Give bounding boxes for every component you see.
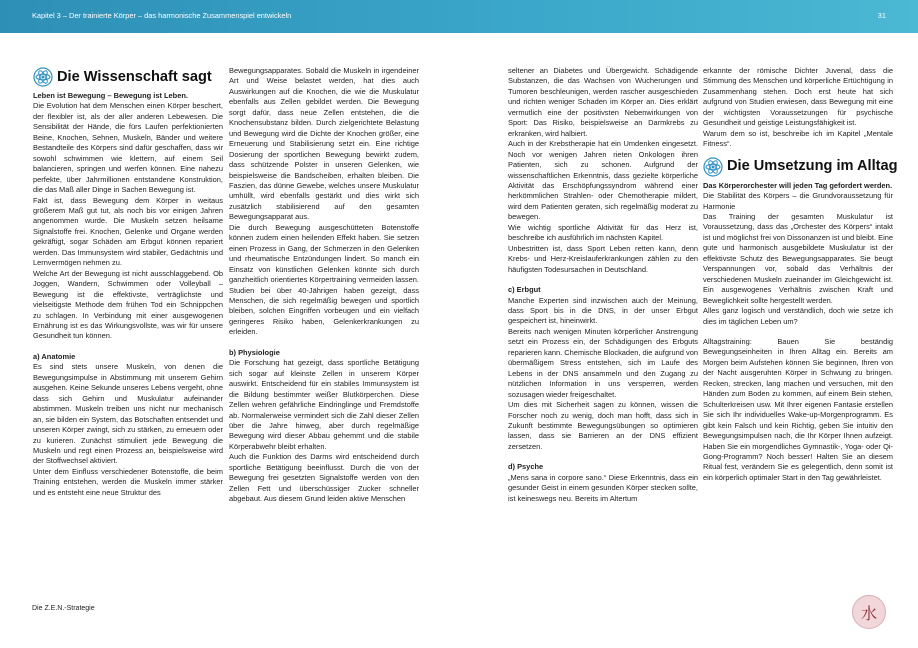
subheading-physiology: b) Physiologie xyxy=(229,347,280,357)
section-title: Die Wissenschaft sagt xyxy=(57,68,212,85)
section-heading-daily xyxy=(703,156,898,178)
paragraph: Die durch Bewegung ausgeschütteten Botenstoffe können zudem einen heilenden Effekt haben. Sie setzen einen Prozess in Gang, der Schmerzen in den Gelenken und rheumatische Entzündungen lindert. So manch ein Einsatz von künstlichen Gelenken könnte sich durch ganzheitlich orientiertes Körpertraining vermeiden lassen. Studien bei über 40-Jährigen haben gezeigt, dass Menschen, die sich regelmäßig bewegen und sportlich bleiben, solchen Eingriffen vorbeugen und ein vielfach geringeres Risiko haben, Gelenkerkrankungen zu erleiden. xyxy=(229,222,419,337)
paragraph: Das Training der gesamten Muskulatur ist Voraussetzung, dass das „Orchester des Körpers“ intakt ist und möglichst frei von Dissonanzen ist und bleibt. Eine gute und harmonisch ausgebildete Muskulatur ist der effektivste Schutz des Bewegungsapparates. Sie beugt Verspannungen vor, sobald das Verhältnis der verschiedenen Muskeln zueinander im Gleichgewicht ist. Ein ausgewogenes Verhältnis zwischen Kraft und Beweglichkeit sollte hergestellt werden. xyxy=(703,211,893,305)
paragraph: erkannte der römische Dichter Juvenal, dass die Stimmung des Menschen und körperliche Ertüchtigung in Zusammenhang stehen. Doch erst heute hat sich aufgrund von Studien erwiesen, dass Bewegung mit eine der wichtigsten Voraussetzungen für psychische Gesundheit und geistige Leistungsfähigkeit ist. xyxy=(703,66,893,128)
text-column-3 xyxy=(508,66,698,504)
paragraph: Manche Experten sind inzwischen auch der Meinung, dass Sport bis in die DNS, in der unser Erbgut gespeichert ist, hineinwirkt. xyxy=(508,295,698,326)
paragraph: Die Evolution hat dem Menschen einen Körper beschert, der flexibler ist, als der aller anderen Lebewesen. Die Sensibilität der Hände, die fürs Laufen perfektionierten Beine, Knochen, Sehnen, Muskeln, Bänder und weitere Bestandteile des Körpers sind dafür geschaffen, dass wir sowohl schwimmen wie klettern, auf einem Seil balancieren, springen und werfen können. Eine nahezu perfekte, über Jahrmillionen entstandene Konstruktion, die das Maß aller Dinge in Sachen Bewegung ist. xyxy=(33,101,223,195)
lead-sentence: Das Körperorchester will jeden Tag gefordert werden. xyxy=(703,180,893,190)
paragraph: Die Stabilität des Körpers – die Grundvoraussetzung für Harmonie xyxy=(703,191,893,211)
section-heading-science xyxy=(33,66,223,88)
footer-title: Die Z.E.N.-Strategie xyxy=(32,605,95,612)
paragraph: Fakt ist, dass Bewegung dem Körper in weitaus größerem Maß gut tut, als noch bis vor einigen Jahren angenommen wurde. Die Muskeln setzen heilsame Signalstoffe frei. Knochen, Gelenke und Organe werden gekräftigt, sogar Schäden am Erbgut können repariert werden. Das Immunsystem wird stabiler, Gedächtnis und Lernvermögen nehmen zu. xyxy=(33,195,223,268)
paragraph: Welche Art der Bewegung ist nicht ausschlaggebend. Ob Joggen, Wandern, Schwimmen oder Volleyball – Bewegung ist die effektivste, verträglichste und vielseitigste Methode dem frühen Tod ein Schnippchen zu schlagen. In Verbindung mit einer ausgewogenen Ernährung ist es das Wirkungsvollste, was wir für unsere Gesundheit tun können. xyxy=(33,268,223,341)
paragraph: Unbestritten ist, dass Sport Leben retten kann, denn Krebs- und Herz-Kreislauferkrankungen zählen zu den häufigsten Todesursachen in Deutschland. xyxy=(508,243,698,274)
paragraph: Es sind stets unsere Muskeln, von denen die Bewegungsimpulse in Abstimmung mit unserem Gehirn ausgehen. Keine Sekunde unseres Lebens vergeht, ohne dass sich Gehirn und Muskulatur aufeinander abstimmen. Muskeln treiben uns nicht nur mechanisch an, sie bilden ein System, das Botschaften entsendet und unseren Körper zwingt, sich zu stärken, zu erneuern oder zu kurieren. Zunächst stimuliert jede Bewegung die Muskeln und regt einen Prozess an, beispielsweise wird der Stoffwechsel aktiviert. xyxy=(33,362,223,466)
chapter-title: Kapitel 3 – Der trainierte Körper – das harmonische Zusammenspiel entwickeln xyxy=(32,11,292,20)
paragraph: Auch die Funktion des Darms wird entscheidend durch sportliche Betätigung beeinflusst. Durch die von der Bewegung frei gesetzten Signalstoffe werden von den Zellen Fett und überschüssiger Zucker schneller abgebaut. Aus diesem Grund leiden aktive Menschen xyxy=(229,452,419,504)
section-title: Die Umsetzung im Alltag xyxy=(727,158,898,175)
paragraph: Wie wichtig sportliche Aktivität für das Herz ist, beschreibe ich ausführlich im nächsten Kapitel. xyxy=(508,222,698,243)
paragraph: Die Forschung hat gezeigt, dass sportliche Betätigung sich sogar auf kleinste Zellen in unserem Körper auswirkt. Entscheidend für ein stabiles Immunsystem ist die Bildung bestimmter weißer Blutkörperchen. Diese Zellen wehren gefährliche Eindringlinge und Fremdstoffe ab. Normalerweise vermindert sich die Zahl dieser Zellen über die Jahre hinweg, aber durch regelmäßige Bewegung wird dieser Abbau gehemmt und die stabile Körperabwehr bleibt erhalten. xyxy=(229,358,419,451)
text-column-1 xyxy=(33,66,223,498)
paragraph: Um dies mit Sicherheit sagen zu können, wissen die Forscher noch zu wenig, doch man hofft, dass sich in Zukunft bestimmte Bewegungsübungen so optimieren lassen, dass sie Barrieren an der DNS effizient zersetzen. xyxy=(508,400,698,451)
paragraph: Unter dem Einfluss verschiedener Botenstoffe, die beim Training entstehen, werden die Muskeln immer stärker und es entsteht eine neue Struktur des xyxy=(33,466,223,497)
paragraph: Alles ganz logisch und verständlich, doch wie setze ich dies im täglichen Leben um? xyxy=(703,306,893,326)
paragraph: „Mens sana in corpore sano.“ Diese Erkenntnis, dass ein gesunder Geist in einem gesunden Körper stecken sollte, ist keineswegs neu. Bereits im Altertum xyxy=(508,472,698,503)
subheading-psyche: d) Psyche xyxy=(508,462,544,472)
page-number: 31 xyxy=(877,11,886,20)
subheading-genome: c) Erbgut xyxy=(508,285,541,295)
chapter-header-bar xyxy=(0,0,918,33)
paragraph: Bewegungsapparates. Sobald die Muskeln in irgendeiner Art und Weise belastet werden, hat dies auch Auswirkungen auf die Knochen, die wie die Muskulatur ebenfalls aus Zellen gebildet werden. Die Bewegung sorgt dafür, dass neue Zellen entstehen, die die Knochensubstanz bilden. Durch zielgerichtete Belastung und Bewegung wird die Dichte der Knochen größer, eine Erneuerung und Stabilisierung setzt ein. Eine richtige Dosierung der sportlichen Bewegung bewirkt zudem, dass schützende Polster in unseren Gelenken, wie beispielsweise die Bandscheiben, erhalten bleiben. Die Faszien, das dünne Gewebe, welches unsere Muskulatur umhüllt, wird ebenfalls gestärkt und dies wirkt sich zusätzlich stabilisierend auf den gesamten Bewegungsapparat aus. xyxy=(229,66,419,222)
atom-icon xyxy=(703,157,723,177)
paragraph: Alltagstraining: Bauen Sie beständig Bewegungseinheiten in Ihren Alltag ein. Bereits am Morgen beim Aufstehen können Sie beginnen, Ihren von der Nacht ausgeruhten Körper in Schwung zu bringen. Recken, strecken, lang machen und versuchen, mit den Händen zum Boden zu kommen, auf einem Bein stehen, Schulterkreisen usw. Mit Ihrer eigenen Fantasie erstellen Sie sich Ihr individuelles Wake-up-Morgenprogramm. Es gibt kein Falsch und kein Richtig, geben Sie intuitiv den Bewegungsimpulsen nach, die Ihr Körper Ihnen aufzeigt. Haben Sie ein morgendliches Gymnastik-, Yoga- oder Qi-Gong-Programm? Noch besser! Halten Sie an diesem Ritual fest, verändern Sie es gelegentlich, denn somit ist ein körperlich optimaler Start in den Tag gewährleistet. xyxy=(703,336,893,482)
text-column-2 xyxy=(229,66,419,505)
paragraph: Bereits nach wenigen Minuten körperlicher Anstrengung setzt ein Prozess ein, der Schädigungen des Erbguts reparieren kann. Chemische Blockaden, die aufgrund von übermäßigem Stress entstehen, sich im Laufe des Lebens in der DNS ansammeln und den Zugang zu nützlichen Information in uns versperren, werden sozusagen wieder freigeschaltet. xyxy=(508,326,698,399)
paragraph: seltener an Diabetes und Übergewicht. Schädigende Substanzen, die das Wachsen von Wucherungen und Tumoren beschleunigen, werden rascher ausgeschieden und richten weniger Schaden im Körper an. Dies erklärt vermutlich eine der positivsten Nebenwirkungen von Sport: Das Risiko, beispielsweise an Darmkrebs zu erkranken, wird halbiert. xyxy=(508,66,698,138)
atom-icon xyxy=(33,67,53,87)
lead-sentence: Leben ist Bewegung – Bewegung ist Leben. xyxy=(33,91,188,100)
text-column-4 xyxy=(703,66,898,483)
water-emblem-icon: 水 xyxy=(852,595,886,629)
paragraph: Auch in der Krebstherapie hat ein Umdenken eingesetzt. Noch vor wenigen Jahren rieten Onkologen ihren Patienten, sich zu schonen. Aufgrund der wissenschaftlichen Erkenntnis, dass gezielte körperliche Aktivität das Erschöpfungssyndrom während einer herkömmlichen Strahlen- oder Chemotherapie mildert, wird dem Patienten geraten, sich regelmäßig moderat zu bewegen. xyxy=(508,139,698,222)
paragraph: Warum dem so ist, beschreibe ich im Kapitel „Mentale Fitness“. xyxy=(703,128,893,149)
subheading-anatomy: a) Anatomie xyxy=(33,351,76,361)
